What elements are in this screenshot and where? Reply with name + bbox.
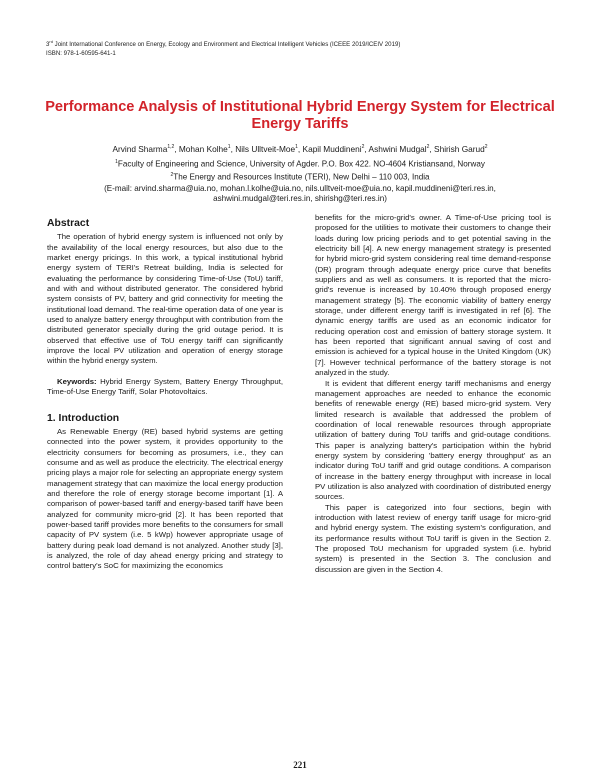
affiliations — [40, 157, 560, 205]
body-paragraph: It is evident that different energy tariff mechanisms and energy management approaches are needed to enhance the economic benefits of renewable energy (RE) based micro-grid system. Very limited research is available that addressed the problem of coordination of local renewable resources through appropriate utilization of battery during ToU tariffs and grid-outage conditions. This paper is analyzing battery's participation within the hybrid energy system by considering 'battery energy throughput' as an indicator during ToU tariff and grid outage conditions. A comparison of increase in the battery energy throughput with increase in local PV utilization is also analyzed with coordination of distributed energy sources. — [315, 378, 551, 502]
author: Ashwini Mudgal$^2$, — [368, 143, 435, 154]
affiliation-1: $^1$Faculty of Engineering and Science, University of Agder. P.O. Box 422. NO-4604 Kristiansand, Norway — [115, 159, 485, 169]
email-line-2: ashwini.mudgal@teri.res.in, shirishg@teri.res.in) — [213, 194, 387, 204]
paper-title: Performance Analysis of Institutional Hybrid Energy System for Electrical Energy Tariffs — [45, 99, 555, 133]
author: Nils Ulltveit-Moe$^1$, — [235, 143, 303, 154]
left-column — [47, 213, 283, 572]
author-list — [40, 142, 560, 155]
conference-header — [46, 38, 566, 58]
conference-line: 3rd Joint International Conference on Energy, Ecology and Environment and Electrical Intelligent Vehicles (ICEEE 2019/ICEIV 2019) — [46, 39, 401, 49]
author: Kapil Muddineni$^2$, — [302, 143, 369, 154]
abstract-text: The operation of hybrid energy system is influenced not only by the availability of the local energy resources, but also due to the market energy pricings. In this work, a typical institutional hybrid energy system of TERI's Retreat building, India is selected for evaluating the performance by considering Time-of-Use (ToU) tariff, and with and without distributed generator. The considered hybrid system consists of PV, battery and grid connectivity for meeting the institutional load demand. The real-time operation data of one year is used to analyze battery energy throughput with contribution from the distributed generator specially during the grid outage period. It is observed that effective use of ToU energy tariff can significantly improve the local PV utilization and operation of energy storage within the hybrid energy system. — [47, 232, 283, 366]
page-number: 221 — [293, 760, 307, 770]
keywords: Keywords: Hybrid Energy System, Battery Energy Throughput, Time-of-Use Energy Tariff, Solar Photovoltaics. — [47, 376, 283, 397]
author: Arvind Sharma$^{1,2}$, — [112, 143, 179, 154]
affiliation-2: $^2$The Energy and Resources Institute (TERI), New Delhi – 110 003, India — [170, 172, 430, 182]
body-paragraph: benefits for the micro-grid's owner. A Time-of-Use pricing tool is proposed for the utilities to motivate their customers to change their loads during low pricing periods and to get potential saving in the electricity bill [4]. A new energy management strategy is presented for hybrid micro-grid system considering real time demand-response (DR) program through adequate energy price curve that benefits suppliers and as well as consumers. It is reported that the micro-grid's revenue is increased by 10.40% through proposed energy management strategy [5]. The economic viability of battery energy storage, under different energy tariff is investigated in ref [6]. The dynamic energy tariffs are used as an economic indicator for reducing operation cost and emission of battery storage system. It has been reported that significant annual saving of cost and emission is achieved for a typical house in the United Kingdom (UK) [7]. However technical performance of the battery storage is not analyzed in the study. — [315, 213, 551, 378]
abstract-heading: Abstract — [47, 218, 90, 229]
introduction-paragraph: As Renewable Energy (RE) based hybrid systems are getting connected into the power system, it provides opportunity to the electricity consumers for becoming as prosumers, i.e., they can consume and as well as produce the electricity. The electrical energy pricing plays a major role for selecting an appropriate energy system management strategy that can maximize the local energy production and therefore the role of energy storage become important [1]. A comparison of power-based tariff and energy-based tariff have been analyzed for community micro-grid [2]. It has been reported that power-based tariff provides more benefits to the consumers for small capacity of PV system (i.e. 5 kWp) however appropriate usage of battery during peak load demand is not analyzed. Another study [3], is analyzed, the role of day ahead energy pricing and strategy to control battery's SoC for maximizing the economics — [47, 426, 283, 571]
isbn-line: ISBN: 978-1-60595-641-1 — [46, 49, 116, 57]
body-paragraph: This paper is categorized into four sections, begin with introduction with latest review of energy tariff usage for micro-grid and hybrid energy system. The existing system's configuration, and its performance results without ToU tariff is given in the Section 2. The proposed ToU mechanism for upgraded system (i.e. hybrid system) is presented in the Section 3. The conclusion and discussion are given in the Section 4. — [315, 502, 551, 574]
introduction-heading: 1. Introduction — [47, 412, 120, 424]
email-line-1: (E-mail: arvind.sharma@uia.no, mohan.l.kolhe@uia.no, nils.ulltveit-moe@uia.no, kapil.muddineni@teri.res.in, — [104, 183, 496, 193]
right-column — [315, 213, 551, 575]
author: Mohan Kolhe$^1$, — [178, 143, 236, 154]
keywords-label: Keywords: — [57, 376, 97, 386]
author: Shirish Garud$^2$ — [434, 143, 488, 154]
